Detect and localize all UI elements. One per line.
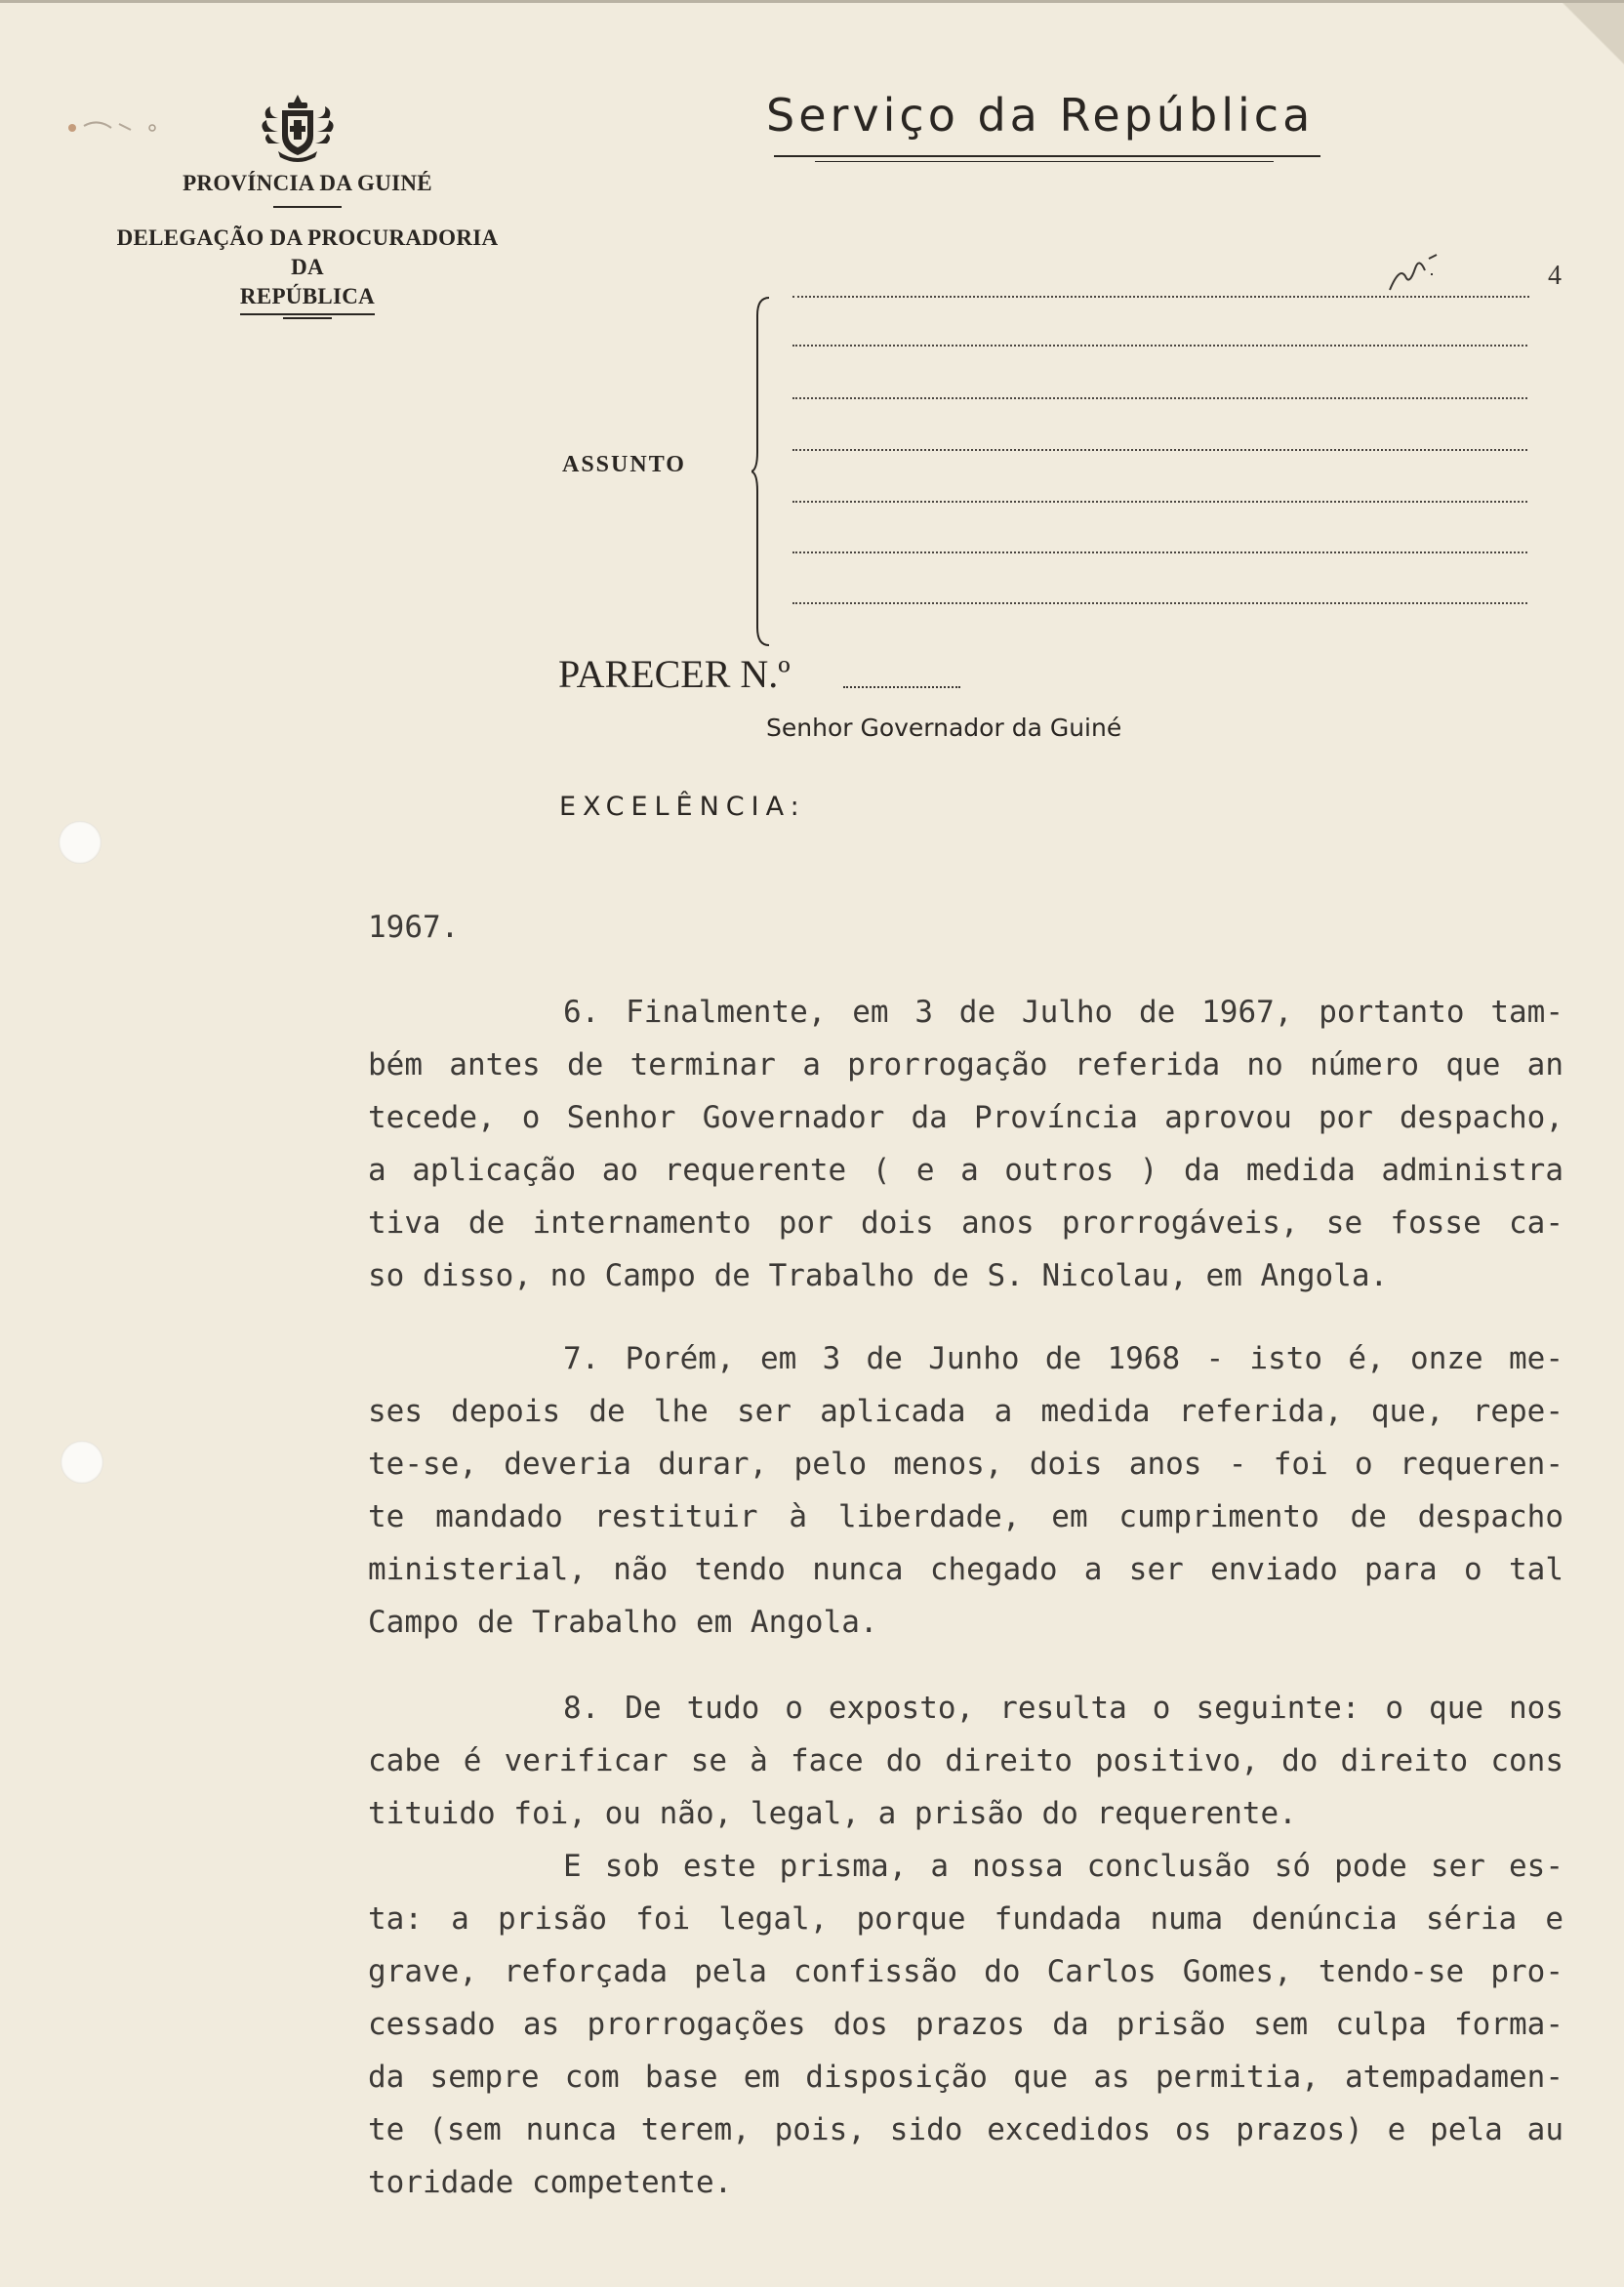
text-line: 6. Finalmente, em 3 de Julho de 1967, portanto tam- bbox=[563, 995, 1563, 1030]
office-divider-bottom bbox=[283, 317, 332, 319]
text-line: tituido foi, ou não, legal, a prisão do requerente. bbox=[368, 1796, 1297, 1831]
parecer-label: PARECER N.º bbox=[558, 652, 791, 696]
office-divider bbox=[273, 206, 342, 208]
paragraph-8 bbox=[368, 1682, 1563, 1840]
ink-smudge bbox=[62, 112, 170, 142]
coat-of-arms-icon bbox=[259, 89, 337, 167]
salutation: EXCELÊNCIA: bbox=[559, 792, 806, 822]
text-line: E sob este prisma, a nossa conclusão só pode ser es- bbox=[563, 1849, 1563, 1884]
text-line: ses depois de lhe ser aplicada a medida referida, que, repe- bbox=[368, 1394, 1563, 1429]
text-line: da sempre com base em disposição que as permitia, atempadamen- bbox=[368, 2060, 1563, 2095]
opening-fragment bbox=[368, 901, 1563, 954]
title-underline bbox=[774, 155, 1320, 157]
office-line-da: DA bbox=[291, 254, 324, 279]
text-line: a aplicação ao requerente ( e a outros ) da medida administra bbox=[368, 1153, 1563, 1188]
text-line: tecede, o Senhor Governador da Província aprovou por despacho, bbox=[368, 1100, 1563, 1135]
handwritten-initials bbox=[1386, 247, 1446, 296]
assunto-line-3 bbox=[792, 397, 1527, 399]
page-title: Serviço da República bbox=[766, 89, 1315, 142]
office-line-republica: REPÚBLICA bbox=[240, 282, 375, 315]
text-line: 7. Porém, em 3 de Junho de 1968 - isto é, onze me- bbox=[563, 1341, 1563, 1376]
text-line: cessado as prorrogações dos prazos da prisão sem culpa forma- bbox=[368, 2007, 1563, 2042]
text-line: grave, reforçada pela confissão do Carlos Gomes, tendo-se pro- bbox=[368, 1954, 1563, 1989]
assunto-line-1 bbox=[792, 296, 1529, 298]
paragraph-6 bbox=[368, 986, 1563, 1302]
text-line: toridade competente. bbox=[368, 2165, 733, 2200]
text-line: tiva de internamento por dois anos prorrogáveis, se fosse ca- bbox=[368, 1205, 1563, 1241]
office-line-province: PROVÍNCIA DA GUINÉ bbox=[183, 171, 432, 195]
assunto-line-7 bbox=[792, 602, 1527, 604]
text-line: Campo de Trabalho em Angola. bbox=[368, 1605, 878, 1640]
text-line: ta: a prisão foi legal, porque fundada numa denúncia séria e bbox=[368, 1901, 1563, 1937]
assunto-line-5 bbox=[792, 501, 1527, 503]
title-underline-thin bbox=[815, 161, 1274, 162]
parecer-number-line bbox=[843, 686, 960, 688]
paragraph-7 bbox=[368, 1332, 1563, 1649]
page-number: 4 bbox=[1548, 261, 1562, 291]
office-line-delegation: DELEGAÇÃO DA PROCURADORIA bbox=[116, 225, 499, 250]
text-line: te mandado restituir à liberdade, em cumprimento de despacho bbox=[368, 1499, 1563, 1534]
text-line: ministerial, não tendo nunca chegado a ser enviado para o tal bbox=[368, 1552, 1563, 1587]
assunto-line-6 bbox=[792, 551, 1527, 553]
addressee: Senhor Governador da Guiné bbox=[766, 714, 1122, 742]
text-line: te (sem nunca terem, pois, sido excedidos os prazos) e pela au bbox=[368, 2112, 1563, 2147]
folded-corner bbox=[1562, 3, 1624, 65]
punch-hole-bottom bbox=[61, 1441, 103, 1484]
text-line: bém antes de terminar a prorrogação referida no número que an bbox=[368, 1047, 1563, 1082]
punch-hole-top bbox=[59, 821, 102, 864]
assunto-brace bbox=[751, 296, 771, 647]
text-line: so disso, no Campo de Trabalho de S. Nicolau, em Angola. bbox=[368, 1258, 1389, 1293]
assunto-line-2 bbox=[792, 345, 1527, 347]
text-line: 1967. bbox=[368, 910, 460, 945]
text-line: 8. De tudo o exposto, resulta o seguinte: o que nos bbox=[563, 1691, 1563, 1726]
text-line: te-se, deveria durar, pelo menos, dois anos - foi o requeren- bbox=[368, 1447, 1563, 1482]
assunto-label: ASSUNTO bbox=[562, 452, 686, 477]
text-line: cabe é verificar se à face do direito positivo, do direito cons bbox=[368, 1743, 1563, 1778]
paragraph-9 bbox=[368, 1840, 1563, 2209]
issuing-office bbox=[88, 169, 527, 319]
assunto-line-4 bbox=[792, 449, 1527, 451]
